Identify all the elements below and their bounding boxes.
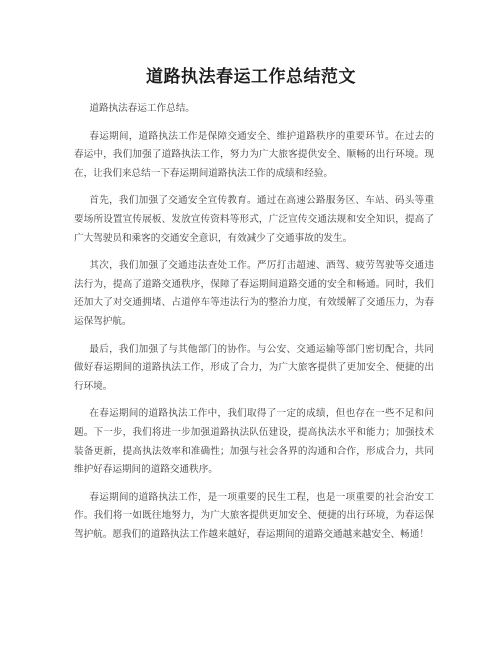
paragraph-shortcomings: 在春运期间的道路执法工作中，我们取得了一定的成绩，但也存在一些不足和问题。下一步，我们将进一步加强道路执法队伍建设，提高执法水平和能力；加强技术装备更新，提高执法效率和准确性；加强与社会各界的沟通和合作，形成合力，共同维护好春运期间的道路交通秩序。 [74, 408, 434, 476]
paragraph-first-point: 首先，我们加强了交通安全宣传教育。通过在高速公路服务区、车站、码头等重要场所设置宣传展板、发放宣传资料等形式，广泛宣传交通法规和安全知识，提高了广大驾驶员和乘客的交通安全意识，有效减少了交通事故的发生。 [74, 195, 434, 244]
paragraph-second-point: 其次，我们加强了交通违法查处工作。严厉打击超速、酒驾、疲劳驾驶等交通违法行为，提高了道路交通秩序，保障了春运期间道路交通的安全和畅通。同时，我们还加大了对交通拥堵、占道停车等违法行为的整治力度，有效缓解了交通压力，为春运保驾护航。 [74, 260, 434, 327]
paragraph-conclusion: 春运期间的道路执法工作，是一项重要的民生工程，也是一项重要的社会治安工作。我们将一如既往地努力，为广大旅客提供更加安全、便捷的出行环境，为春运保驾护航。愿我们的道路执法工作越来越好，春运期间的道路交通越来越安全、畅通！ [74, 491, 434, 540]
document-title: 道路执法春运工作总结范文 [146, 67, 356, 87]
paragraph-overview: 春运期间，道路执法工作是保障交通安全、维护道路秩序的重要环节。在过去的春运中，我们加强了道路执法工作，努力为广大旅客提供安全、顺畅的出行环境。现在，让我们来总结一下春运期间道路执法工作的成绩和经验。 [74, 130, 434, 179]
paragraph-intro: 道路执法春运工作总结。 [89, 103, 195, 114]
paragraph-final-point: 最后，我们加强了与其他部门的协作。与公安、交通运输等部门密切配合，共同做好春运期间的道路执法工作，形成了合力，为广大旅客提供了更加安全、便捷的出行环境。 [74, 343, 434, 392]
document-body [74, 100, 434, 553]
